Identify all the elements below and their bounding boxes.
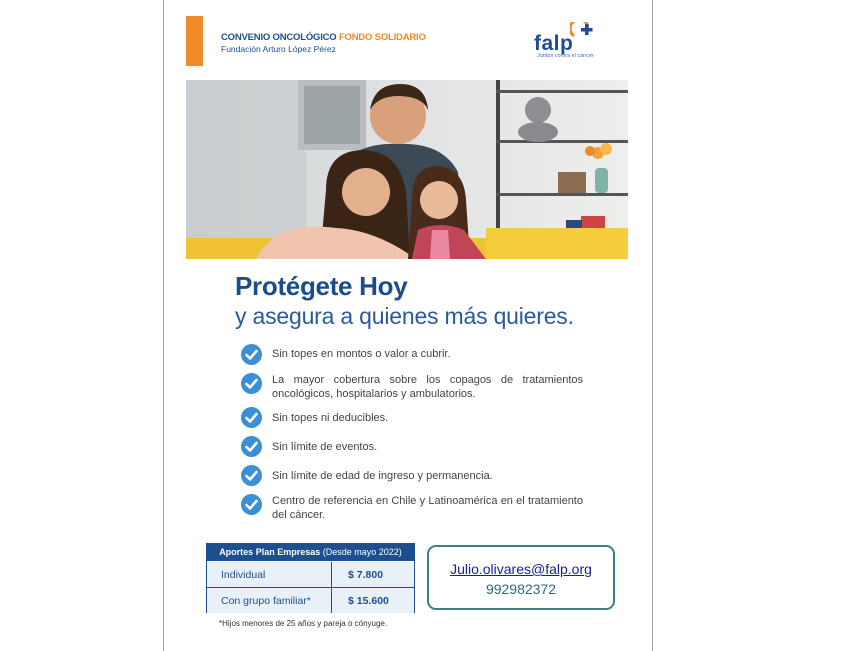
falp-logo bbox=[534, 22, 614, 62]
benefit-text: Sin límite de eventos. bbox=[272, 441, 378, 453]
pricing-table bbox=[206, 543, 415, 613]
header-title bbox=[221, 32, 426, 43]
pricing-header-note: (Desde mayo 2022) bbox=[322, 547, 402, 557]
pricing-row-label: Con grupo familiar* bbox=[221, 595, 311, 607]
check-icon bbox=[241, 407, 262, 428]
family-photo-illustration bbox=[186, 80, 628, 259]
phone-number: 992982372 bbox=[485, 581, 557, 597]
right-border-line bbox=[652, 0, 653, 651]
logo-wordmark: falp bbox=[534, 32, 574, 55]
pricing-header-title: Aportes Plan Empresas bbox=[219, 547, 321, 557]
contact-box bbox=[427, 545, 615, 610]
header-title-prefix: CONVENIO ONCOLÓGICO bbox=[221, 32, 339, 43]
check-icon bbox=[241, 373, 262, 394]
orange-accent-bar bbox=[186, 16, 203, 66]
pricing-row-label: Individual bbox=[221, 569, 266, 581]
benefit-text: Centro de referencia en Chile y Latinoamérica en el tratamiento del cáncer. bbox=[272, 495, 583, 521]
check-icon bbox=[241, 436, 262, 457]
table-row bbox=[207, 562, 414, 588]
family-photo bbox=[186, 80, 628, 259]
headline: Protégete Hoy bbox=[235, 271, 408, 301]
footnote: *Hijos menores de 25 años y pareja o cónyuge. bbox=[219, 619, 388, 628]
check-icon bbox=[241, 344, 262, 365]
benefit-text: La mayor cobertura sobre los copagos de tratamientos oncológicos, hospitalarios y ambulatorios. bbox=[272, 374, 583, 400]
header-title-accent: FONDO SOLIDARIO bbox=[338, 32, 426, 43]
subheadline: y asegura a quienes más quieres. bbox=[235, 303, 574, 329]
check-icon bbox=[241, 465, 262, 486]
check-icon bbox=[241, 494, 262, 515]
benefit-text: Sin límite de edad de ingreso y permanencia. bbox=[272, 470, 493, 482]
pricing-table-header bbox=[207, 544, 414, 561]
email-link[interactable]: Julio.olivares@falp.org bbox=[450, 561, 592, 577]
pricing-row-value: $ 7.800 bbox=[348, 569, 384, 581]
logo-cross-icon bbox=[570, 22, 594, 44]
benefit-text: Sin topes en montos o valor a cubrir. bbox=[272, 348, 451, 360]
pricing-row-value: $ 15.600 bbox=[348, 595, 389, 607]
column-divider bbox=[331, 588, 332, 613]
table-row bbox=[207, 588, 414, 613]
benefit-text: Sin topes ni deducibles. bbox=[272, 412, 389, 424]
column-divider bbox=[331, 562, 332, 587]
header-subtitle: Fundación Arturo López Pérez bbox=[221, 44, 336, 54]
logo-tagline: Juntos contra el cáncer bbox=[537, 53, 594, 59]
